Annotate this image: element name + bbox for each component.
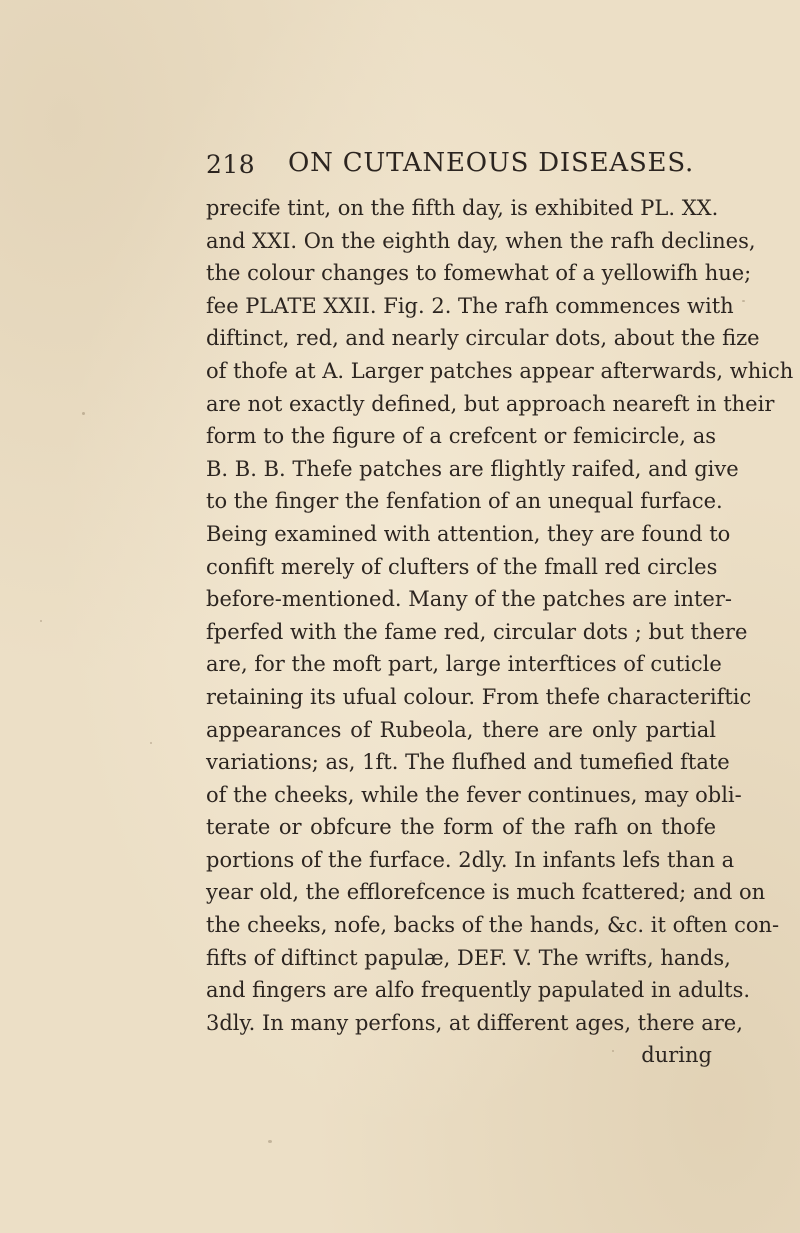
text-line: are not exactly defined, but approach neareft in their: [206, 391, 775, 416]
text-line: retaining its ufual colour. From thefe characteriftic: [206, 684, 752, 709]
text-line: fee PLATE XXII. Fig. 2. The rafh commences with: [206, 293, 734, 318]
text-line: confift merely of clufters of the fmall red circles: [206, 554, 718, 579]
text-line: diftinct, red, and nearly circular dots, about the fize: [206, 326, 760, 351]
running-head: ON CUTANEOUS DISEASES.: [288, 148, 695, 178]
text-line: terate or obfcure the form of the rafh on thofe: [206, 815, 716, 840]
text-line: and fingers are alfo frequently papulated in adults.: [206, 978, 751, 1003]
text-line: 3dly. In many perfons, at different ages, there are,: [206, 1010, 743, 1035]
text-line: and XXI. On the eighth day, when the rafh declines,: [206, 228, 756, 253]
text-line: B. B. B. Thefe patches are flightly raifed, and give: [206, 456, 739, 481]
text-line: the cheeks, nofe, backs of the hands, &c. it often con-: [206, 913, 780, 938]
text-line: before-mentioned. Many of the patches are inter-: [206, 587, 732, 612]
text-line: appearances of Rubeola, there are only partial: [206, 717, 716, 742]
text-line: precife tint, on the fifth day, is exhibited PL. XX.: [206, 196, 719, 220]
page-header: [206, 148, 716, 184]
text-line: fperfed with the fame red, circular dots ; but there: [206, 619, 748, 644]
text-line: portions of the furface. 2dly. In infants lefs than a: [206, 847, 735, 872]
catchword: during: [641, 1043, 712, 1068]
text-line: Being examined with attention, they are found to: [206, 521, 731, 546]
body-text: [206, 192, 794, 1072]
text-line: the colour changes to fomewhat of a yellowifh hue;: [206, 261, 752, 286]
text-line: year old, the efflorefcence is much fcattered; and on: [206, 880, 766, 905]
page-number: 218: [206, 150, 256, 179]
text-line: of the cheeks, while the fever continues, may obli-: [206, 782, 742, 807]
text-line: fifts of diftinct papulæ, DEF. V. The wrifts, hands,: [206, 945, 731, 970]
text-line: variations; as, 1ft. The flufhed and tumefied ftate: [206, 750, 730, 775]
text-line: of thofe at A. Larger patches appear afterwards, which: [206, 358, 794, 383]
text-line: form to the figure of a crefcent or femicircle, as: [206, 424, 716, 449]
text-line: are, for the moft part, large interftices of cuticle: [206, 652, 722, 677]
text-line: to the finger the fenfation of an unequal furface.: [206, 489, 723, 514]
